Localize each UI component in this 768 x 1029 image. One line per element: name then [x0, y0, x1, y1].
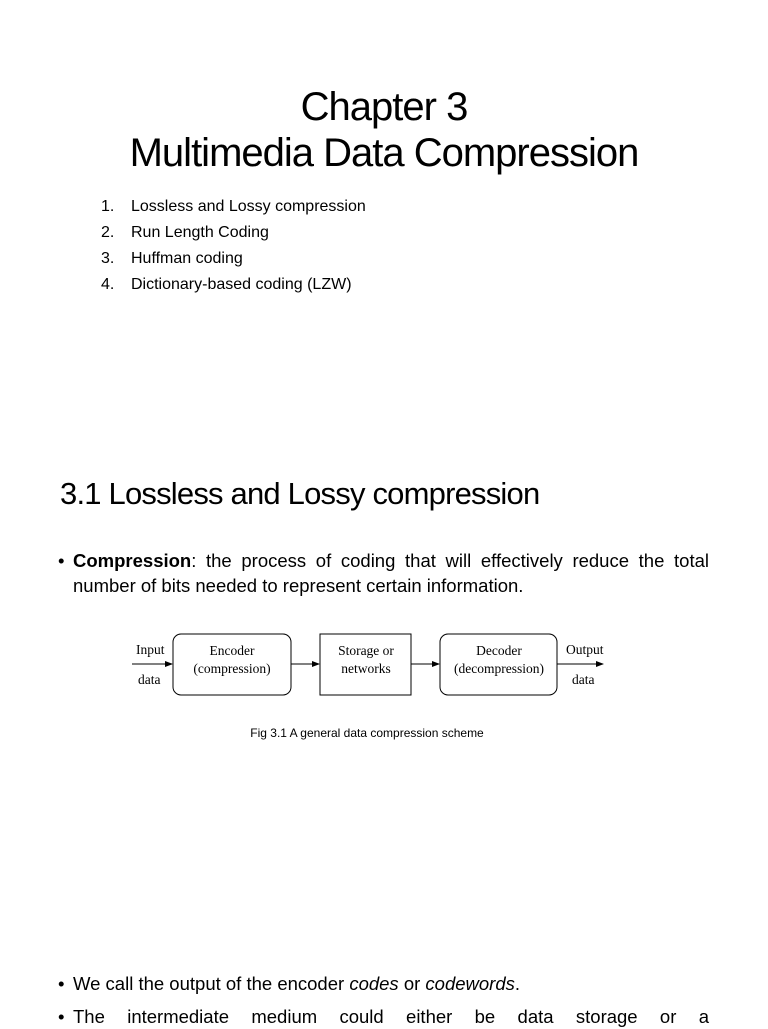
codes-paragraph	[73, 971, 709, 996]
codes-term: codes	[349, 973, 399, 994]
codes-text-start: We call the output of the encoder	[73, 973, 350, 994]
toc-item-number: 3.	[101, 250, 115, 267]
definition-text: : the process of coding that will effectively reduce the total number of bits needed to represent certain information.	[73, 550, 709, 596]
toc-item-text: Huffman coding	[131, 250, 243, 267]
toc-item-number: 4.	[101, 276, 115, 293]
chapter-number: Chapter 3	[300, 85, 468, 129]
toc-item-text: Dictionary-based coding (LZW)	[131, 276, 352, 293]
definition-paragraph	[73, 548, 709, 598]
medium-bullet	[58, 1004, 709, 1029]
toc-item	[101, 220, 366, 246]
table-of-contents	[101, 194, 366, 298]
compression-scheme-diagram	[130, 628, 612, 700]
definition-term: Compression	[73, 550, 192, 571]
codewords-term: codewords	[425, 973, 515, 994]
codes-text-mid: or	[398, 973, 426, 994]
chapter-name: Multimedia Data Compression	[129, 131, 639, 175]
output-label: Output	[566, 642, 604, 657]
codes-text-end: .	[514, 973, 521, 994]
medium-paragraph: The intermediate medium could either be data storage or a	[73, 1006, 709, 1027]
storage-label: Storage or	[338, 643, 394, 658]
bullet-marker: •	[58, 1006, 65, 1027]
definition-bullet	[58, 548, 709, 598]
toc-item-text: Run Length Coding	[131, 224, 269, 241]
toc-item	[101, 194, 366, 220]
bullet-marker: •	[58, 973, 65, 994]
input-sub-label: data	[138, 672, 161, 687]
codes-bullet	[58, 971, 709, 996]
toc-item-text: Lossless and Lossy compression	[131, 198, 366, 215]
encoder-label: Encoder	[209, 643, 255, 658]
decoder-sub-label: (decompression)	[454, 661, 544, 676]
figure-caption: Fig 3.1 A general data compression scheme	[250, 726, 484, 740]
chapter-title	[0, 84, 768, 176]
toc-item	[101, 246, 366, 272]
storage-sub-label: networks	[341, 661, 391, 676]
toc-item-number: 1.	[101, 198, 115, 215]
input-label: Input	[136, 642, 165, 657]
toc-item-number: 2.	[101, 224, 115, 241]
section-heading: 3.1 Lossless and Lossy compression	[60, 476, 540, 511]
encoder-sub-label: (compression)	[193, 661, 271, 676]
toc-item	[101, 272, 366, 298]
decoder-label: Decoder	[476, 643, 522, 658]
output-sub-label: data	[572, 672, 595, 687]
bullet-marker: •	[58, 550, 65, 571]
